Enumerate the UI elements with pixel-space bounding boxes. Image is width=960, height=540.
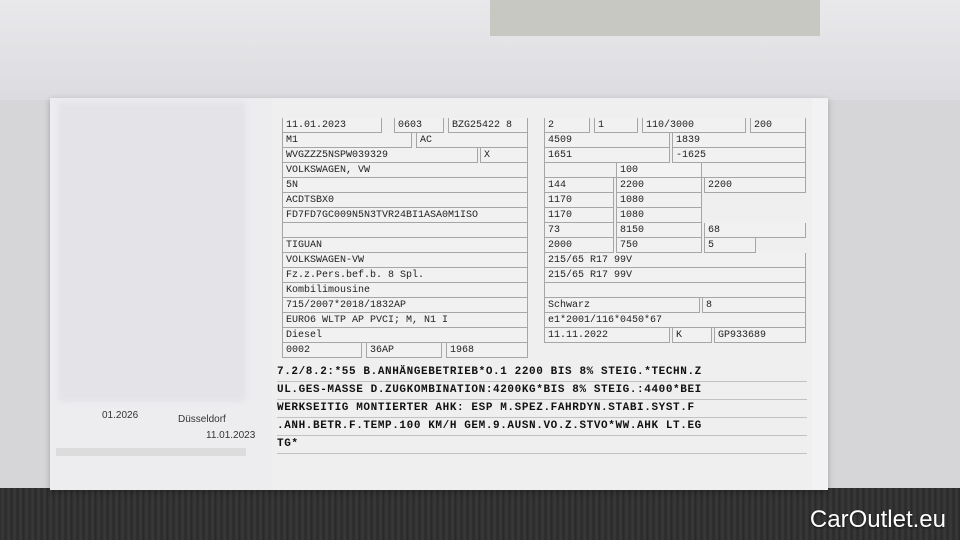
remark-line-5: TG* [277,436,807,454]
field-vehicle-class: Fz.z.Pers.bef.b. 8 Spl. [282,268,528,283]
field-val-1080b: 1080 [616,208,702,223]
field-val-1170a: 1170 [544,193,614,208]
field-type-approval: e1*2001/116*0450*67 [544,313,806,328]
field-class: M1 [282,133,412,148]
background-object [490,0,820,36]
field-emission-class: EURO6 WLTP AP PVCI; M, N1 I [282,313,528,328]
field-height-2: -1625 [672,148,806,163]
field-eu-reg: 715/2007*2018/1832AP [282,298,528,313]
footer-city: Düsseldorf [178,414,226,425]
remark-line-2: UL.GES-MASSE D.ZUGKOMBINATION:4200KG*BIS 8% STEIG.:4400*BEI [277,382,807,400]
field-manufacturer: VOLKSWAGEN-VW [282,253,528,268]
field-tire-1: 215/65 R17 99V [544,253,806,268]
field-val-2000: 2000 [544,238,614,253]
field-max-speed: 200 [750,118,806,133]
field-length: 4509 [544,133,670,148]
field-cert-number: GP933689 [714,328,806,343]
field-approval-date: 11.11.2022 [544,328,670,343]
field-doc-number: BZG25422 8 [448,118,528,133]
footer-small-label-1 [56,414,57,420]
field-type: 5N [282,178,528,193]
field-val-2200b: 2200 [704,178,806,193]
field-drive-axles: 1 [594,118,638,133]
field-code-36ap: 36AP [366,343,442,358]
field-vin: WVGZZZ5NSPW039329 [282,148,478,163]
field-variant: ACDTSBX0 [282,193,528,208]
field-displacement: 1968 [446,343,528,358]
remark-line-1: 7.2/8.2:*55 B.ANHÄNGEBETRIEB*O.1 2200 BIS 8% STEIG.*TECHN.Z [277,364,807,382]
field-val-1080a: 1080 [616,193,702,208]
data-fields [272,98,812,490]
field-body-type: Kombilimousine [282,283,528,298]
field-val-73: 73 [544,223,614,238]
footer-fine-print [56,448,246,456]
field-tire-2: 215/65 R17 99V [544,268,806,283]
registration-document [50,98,828,490]
field-color-code: 8 [702,298,806,313]
field-val-100: 100 [616,163,702,178]
watermark: CarOutlet.eu [809,506,946,533]
field-code-0603: 0603 [394,118,444,133]
field-k: K [672,328,712,343]
field-val-5: 5 [704,238,756,253]
field-check: X [480,148,528,163]
field-model: TIGUAN [282,238,528,253]
remark-line-3: WERKSEITIG MONTIERTER AHK: ESP M.SPEZ.FAHRDYN.STABI.SYST.F [277,400,807,418]
field-val-1170b: 1170 [544,208,614,223]
remark-line-4: .ANH.BETR.F.TEMP.100 KM/H GEM.9.AUSN.VO.Z.STVO*WW.AHK LT.EG [277,418,807,436]
remarks-block [277,364,807,454]
field-height: 1651 [544,148,670,163]
left-footer [50,404,272,474]
field-color: Schwarz [544,298,700,313]
redacted-area [58,102,246,402]
field-power: 110/3000 [642,118,746,133]
field-val-144: 144 [544,178,614,193]
field-val-8150: 8150 [616,223,702,238]
field-empty-1 [282,223,528,238]
field-ac: AC [416,133,528,148]
footer-date-value: 01.2026 [102,410,139,421]
field-make: VOLKSWAGEN, VW [282,163,528,178]
field-val-2200a: 2200 [616,178,702,193]
field-width: 1839 [672,133,806,148]
footer-issue-date: 11.01.2023 [206,430,256,441]
field-val-68: 68 [704,223,806,238]
field-fuel: Diesel [282,328,528,343]
field-version: FD7FD7GC009N5N3TVR24BI1ASA0M1ISO [282,208,528,223]
field-axles: 2 [544,118,590,133]
left-pane [50,98,272,490]
field-code-0002: 0002 [282,343,362,358]
field-val-750: 750 [616,238,702,253]
field-empty-3 [544,283,806,298]
field-date: 11.01.2023 [282,118,382,133]
